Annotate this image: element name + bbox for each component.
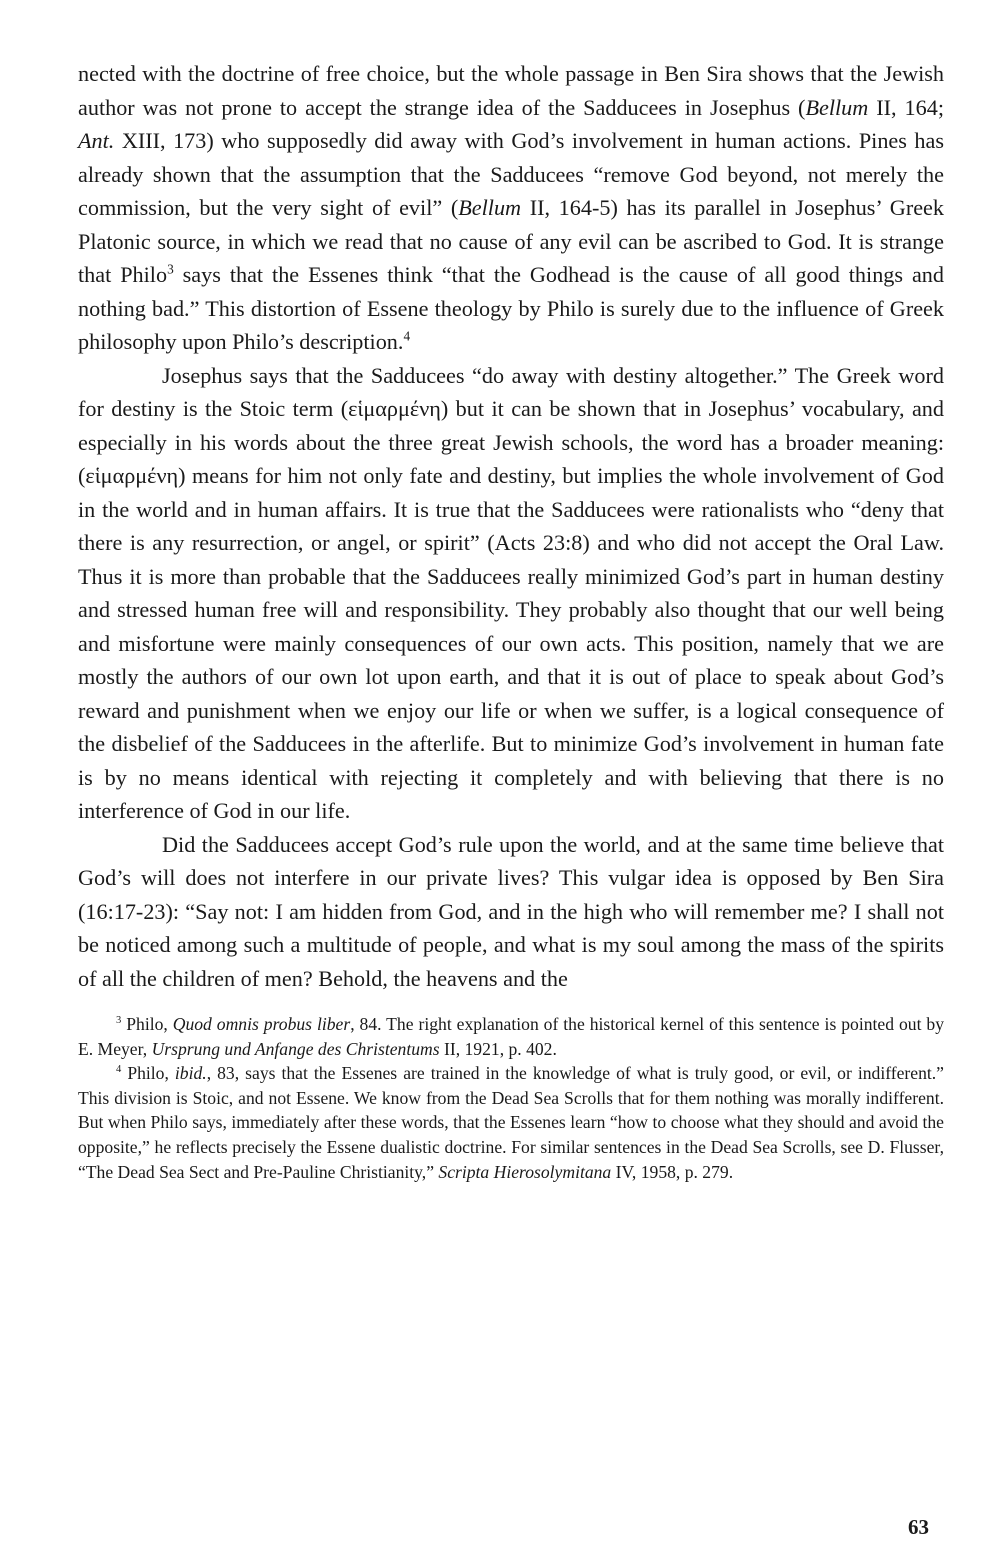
paragraph-3: Did the Sadducees accept God’s rule upon the world, and at the same time believe that God’s will does not interfere in our private lives? This vulgar idea is opposed by Ben Sira (16:17-23): “Say not: I am hidden from God, and in the high who will remember me? I shall not be noticed among such a multitude of people, and what is my soul among the mass of the spirits of all the children of men? Behold, the heavens and the	[78, 831, 944, 991]
paragraph-2: Josephus says that the Sadducees “do away with destiny altogether.” The Greek word for destiny is the Stoic term (εἱμαρμένη) but it can be shown that in Josephus’ vocabulary, and especially in his words about the three great Jewish schools, the word has a broader meaning: (εἱμαρμένη) means for him not only fate and destiny, but implies the whole involvement of God in the world and in human affairs. It is true that the Sadducees were rationalists who “deny that there is any resurrection, or angel, or spirit” (Acts 23:8) and who did not accept the Oral Law. Thus it is more than probable that the Sadducees really minimized God’s part in human destiny and stressed human free will and responsibility. They probably also thought that our well being and misfortune were mainly consequences of our own acts. This position, namely that we are mostly the authors of our own lot upon earth, and that it is out of place to speak about God’s reward and punishment when we enjoy our life or when we suffer, is a logical consequence of the disbelief of the Sadducees in the afterlife. But to minimize God’s involvement in human fate is by no means identical with rejecting it completely and with believing that there is no interference of God in our life.	[78, 362, 944, 823]
page-number: 63	[908, 1515, 929, 1539]
paragraph-1: nected with the doctrine of free choice, but the whole passage in Ben Sira shows that the Jewish author was not prone to accept the strange idea of the Sadducees in Josephus (Bellum II, 164; Ant. XIII, 173) who supposedly did away with God’s involvement in human actions. Pines has already shown that the assumption that the Sadducees “remove God beyond, not merely the commission, but the very sight of evil” (Bellum II, 164-5) has its parallel in Josephus’ Greek Platonic source, in which we read that no cause of any evil can be ascribed to God. It is strange that Philo$^3$ says that the Essenes think “that the Godhead is the cause of all good things and nothing bad.” This distortion of Essene theology by Philo is surely due to the influence of Greek philosophy upon Philo’s description.$^4$	[78, 61, 944, 354]
footnote-ref-4: 4	[403, 328, 411, 344]
page-content	[78, 57, 944, 1184]
footnotes	[78, 1012, 944, 1184]
footnote-3: $^3$ Philo, Quod omnis probus liber, 84. The right explanation of the historical kernel of this sentence is pointed out by E. Meyer, Ursprung und Anfange des Christentums II, 1921, p. 402.	[78, 1014, 944, 1059]
footnote-ref-3: 3	[167, 261, 174, 277]
footnote-4: $^4$ Philo, ibid., 83, says that the Essenes are trained in the knowledge of what is truly good, or evil, or indifferent.” This division is Stoic, and not Essene. We know from the Dead Sea Scrolls that for them nothing was morally indifferent. But when Philo says, immediately after these words, that the Essenes learn “how to choose what they should and avoid the opposite,” he reflects precisely the Essene dualistic doctrine. For similar sentences in the Dead Sea Scrolls, see D. Flusser, “The Dead Sea Sect and Pre-Pauline Christianity,” Scripta Hierosolymitana IV, 1958, p. 279.	[78, 1063, 944, 1182]
main-text	[78, 57, 944, 995]
